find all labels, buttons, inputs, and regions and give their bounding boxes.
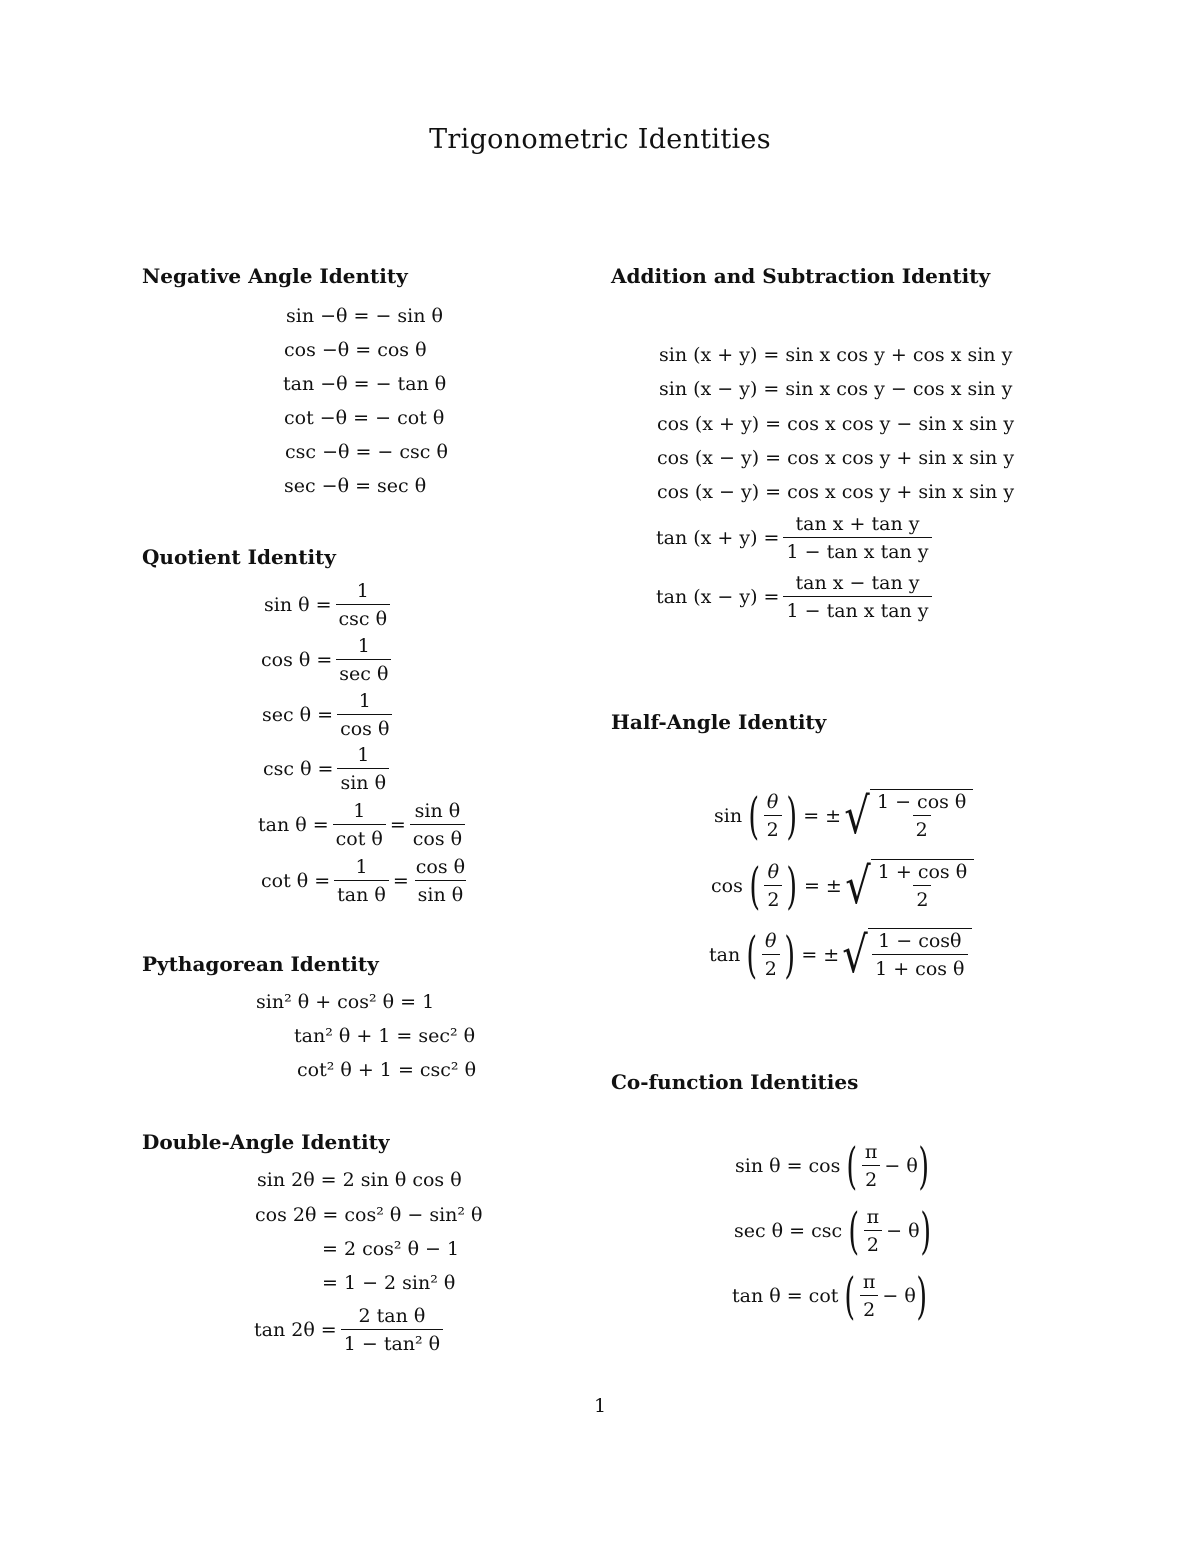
negative-identity-sec: sec −θ = sec θ bbox=[284, 475, 427, 497]
cofunction-heading: Co-function Identities bbox=[611, 1070, 859, 1094]
addition-tan-minus-lhs: tan (x − y) = bbox=[656, 586, 780, 608]
double-angle-tan-fraction bbox=[341, 1304, 443, 1356]
fraction-denominator: sec θ bbox=[336, 659, 391, 686]
quotient-tan-fraction-2 bbox=[410, 799, 465, 851]
half-tan-fn: tan bbox=[709, 943, 741, 966]
addition-tan-plus-lhs: tan (x + y) = bbox=[656, 527, 780, 549]
square-root bbox=[841, 786, 973, 845]
fraction-denominator: 2 bbox=[762, 954, 780, 981]
quotient-csc-lhs: csc θ = bbox=[263, 758, 334, 780]
cofunction-sin-lhs: sin θ = cos bbox=[735, 1155, 841, 1177]
half-tan-radicand bbox=[872, 929, 967, 981]
left-paren: ( bbox=[748, 786, 760, 845]
double-angle-sin: sin 2θ = 2 sin θ cos θ bbox=[257, 1169, 462, 1191]
left-paren: ( bbox=[746, 925, 758, 984]
pythagorean-heading: Pythagorean Identity bbox=[142, 952, 379, 976]
negative-identity-tan: tan −θ = − tan θ bbox=[283, 373, 447, 395]
fraction-denominator: 1 − tan x tan y bbox=[783, 596, 931, 623]
half-sin-radicand bbox=[874, 790, 969, 842]
radical-sign-icon: √ bbox=[842, 925, 868, 984]
cofunction-sec-lhs: sec θ = csc bbox=[734, 1220, 843, 1242]
cofunction-sin bbox=[735, 1137, 929, 1195]
square-root bbox=[839, 925, 971, 984]
quotient-tan bbox=[258, 799, 469, 851]
addition-cos-plus: cos (x + y) = cos x cos y − sin x sin y bbox=[657, 413, 1015, 435]
left-paren: ( bbox=[749, 856, 760, 915]
quotient-cot-fraction-2 bbox=[413, 855, 468, 907]
half-tan-angle-fraction bbox=[762, 929, 780, 981]
right-paren: ) bbox=[918, 1137, 929, 1195]
quotient-tan-lhs: tan θ = bbox=[258, 814, 329, 836]
quotient-cos-lhs: cos θ = bbox=[261, 649, 333, 671]
negative-identity-csc: csc −θ = − csc θ bbox=[285, 441, 448, 463]
equals-sign: = bbox=[389, 814, 406, 836]
half-sin-angle-fraction bbox=[764, 790, 782, 842]
right-paren: ) bbox=[919, 1202, 931, 1260]
fraction-numerator: 1 bbox=[353, 800, 366, 822]
addition-subtraction-heading: Addition and Subtraction Identity bbox=[611, 264, 991, 288]
minus-theta: − θ bbox=[884, 1155, 918, 1177]
minus-theta: − θ bbox=[882, 1285, 916, 1307]
square-root bbox=[842, 856, 974, 915]
pythagorean-tan-sec: tan² θ + 1 = sec² θ bbox=[294, 1025, 476, 1047]
right-paren: ) bbox=[916, 1267, 927, 1325]
pi-over-two-fraction bbox=[860, 1270, 879, 1322]
quotient-heading: Quotient Identity bbox=[142, 545, 336, 569]
fraction-numerator: π bbox=[864, 1141, 878, 1163]
quotient-csc bbox=[263, 743, 393, 795]
half-cos-fn: cos bbox=[711, 874, 743, 897]
quotient-sin bbox=[264, 579, 394, 631]
left-paren: ( bbox=[848, 1202, 860, 1260]
half-cos-radicand bbox=[875, 860, 970, 912]
addition-sin-minus: sin (x − y) = sin x cos y − cos x sin y bbox=[659, 378, 1013, 400]
addition-cos-minus: cos (x − y) = cos x cos y + sin x sin y bbox=[657, 447, 1015, 469]
left-paren: ( bbox=[846, 1137, 858, 1195]
quotient-cos-fraction bbox=[336, 634, 391, 686]
addition-tan-plus-fraction bbox=[783, 512, 931, 564]
quotient-sin-fraction bbox=[336, 579, 391, 631]
fraction-numerator: sin θ bbox=[414, 800, 461, 822]
equals-plus-minus: = ± bbox=[801, 943, 840, 966]
fraction-denominator: cos θ bbox=[337, 714, 392, 741]
quotient-sin-lhs: sin θ = bbox=[264, 594, 332, 616]
fraction-numerator: 1 + cos θ bbox=[877, 861, 968, 883]
fraction-denominator: 2 bbox=[913, 815, 931, 842]
fraction-numerator: tan x − tan y bbox=[795, 572, 920, 594]
fraction-numerator: 1 bbox=[357, 744, 370, 766]
quotient-cot-fraction-1 bbox=[334, 855, 389, 907]
fraction-numerator: θ bbox=[767, 860, 780, 883]
negative-angle-heading: Negative Angle Identity bbox=[142, 264, 408, 288]
fraction-denominator: 1 − tan x tan y bbox=[783, 537, 931, 564]
quotient-cot-lhs: cot θ = bbox=[261, 870, 331, 892]
fraction-numerator: π bbox=[866, 1206, 880, 1228]
cofunction-tan bbox=[732, 1267, 927, 1325]
addition-tan-minus bbox=[656, 571, 936, 623]
fraction-denominator: tan θ bbox=[334, 880, 389, 907]
fraction-denominator: 2 bbox=[864, 1230, 882, 1257]
fraction-numerator: 1 bbox=[356, 580, 369, 602]
equals-sign: = bbox=[392, 870, 409, 892]
fraction-denominator: 2 bbox=[862, 1165, 880, 1192]
fraction-denominator: 2 bbox=[860, 1295, 878, 1322]
double-angle-tan-lhs: tan 2θ = bbox=[254, 1319, 337, 1341]
half-sin-fn: sin bbox=[714, 804, 743, 827]
half-angle-heading: Half-Angle Identity bbox=[611, 710, 827, 734]
negative-identity-cos: cos −θ = cos θ bbox=[284, 339, 427, 361]
cofunction-sec bbox=[734, 1202, 931, 1260]
fraction-denominator: sin θ bbox=[415, 880, 467, 907]
quotient-tan-fraction-1 bbox=[333, 799, 386, 851]
negative-identity-sin: sin −θ = − sin θ bbox=[286, 305, 443, 327]
minus-theta: − θ bbox=[886, 1220, 920, 1242]
cofunction-tan-lhs: tan θ = cot bbox=[732, 1285, 839, 1307]
equals-plus-minus: = ± bbox=[803, 804, 842, 827]
fraction-numerator: 1 bbox=[358, 690, 371, 712]
fraction-numerator: 1 − cos θ bbox=[876, 791, 967, 813]
addition-cos-minus-repeat: cos (x − y) = cos x cos y + sin x sin y bbox=[657, 481, 1015, 503]
radical-sign-icon: √ bbox=[845, 856, 871, 915]
fraction-denominator: 2 bbox=[913, 885, 931, 912]
fraction-numerator: θ bbox=[766, 790, 779, 813]
negative-identity-cot: cot −θ = − cot θ bbox=[284, 407, 445, 429]
quotient-sec-lhs: sec θ = bbox=[262, 704, 334, 726]
fraction-denominator: cot θ bbox=[333, 824, 386, 851]
pi-over-two-fraction bbox=[862, 1140, 881, 1192]
double-angle-cos-alt-1: = 2 cos² θ − 1 bbox=[322, 1238, 460, 1260]
double-angle-heading: Double-Angle Identity bbox=[142, 1130, 390, 1154]
fraction-denominator: 2 bbox=[764, 815, 782, 842]
quotient-cos bbox=[261, 634, 395, 686]
half-angle-tan bbox=[709, 925, 972, 984]
equals-plus-minus: = ± bbox=[803, 874, 842, 897]
fraction-denominator: 1 + cos θ bbox=[872, 954, 967, 981]
right-paren: ) bbox=[784, 925, 795, 984]
double-angle-tan bbox=[254, 1304, 447, 1356]
quotient-sec bbox=[262, 689, 396, 741]
addition-tan-minus-fraction bbox=[783, 571, 931, 623]
quotient-sec-fraction bbox=[337, 689, 392, 741]
quotient-cot bbox=[261, 855, 472, 907]
fraction-numerator: 1 − cosθ bbox=[878, 930, 962, 952]
half-cos-angle-fraction bbox=[764, 860, 782, 912]
right-paren: ) bbox=[786, 856, 798, 915]
fraction-numerator: 2 tan θ bbox=[358, 1305, 426, 1327]
fraction-numerator: 1 bbox=[355, 856, 368, 878]
double-angle-cos-alt-2: = 1 − 2 sin² θ bbox=[322, 1272, 456, 1294]
addition-sin-plus: sin (x + y) = sin x cos y + cos x sin y bbox=[659, 344, 1013, 366]
radical-sign-icon: √ bbox=[844, 786, 870, 845]
fraction-denominator: 2 bbox=[764, 885, 782, 912]
fraction-denominator: csc θ bbox=[336, 604, 391, 631]
pythagorean-cot-csc: cot² θ + 1 = csc² θ bbox=[297, 1059, 477, 1081]
fraction-numerator: π bbox=[862, 1271, 876, 1293]
page-title: Trigonometric Identities bbox=[429, 124, 771, 155]
quotient-csc-fraction bbox=[337, 743, 389, 795]
page-number: 1 bbox=[593, 1395, 607, 1417]
fraction-denominator: cos θ bbox=[410, 824, 465, 851]
fraction-numerator: θ bbox=[765, 929, 777, 952]
fraction-denominator: sin θ bbox=[337, 768, 389, 795]
double-angle-cos: cos 2θ = cos² θ − sin² θ bbox=[255, 1204, 483, 1226]
fraction-numerator: cos θ bbox=[415, 856, 466, 878]
fraction-numerator: 1 bbox=[357, 635, 370, 657]
pythagorean-sin-cos: sin² θ + cos² θ = 1 bbox=[256, 991, 435, 1013]
addition-tan-plus bbox=[656, 512, 936, 564]
half-angle-cos bbox=[711, 856, 974, 915]
half-angle-sin bbox=[714, 786, 973, 845]
left-paren: ( bbox=[844, 1267, 856, 1325]
fraction-denominator: 1 − tan² θ bbox=[341, 1329, 443, 1356]
right-paren: ) bbox=[786, 786, 797, 845]
fraction-numerator: tan x + tan y bbox=[795, 513, 920, 535]
pi-over-two-fraction bbox=[864, 1205, 883, 1257]
